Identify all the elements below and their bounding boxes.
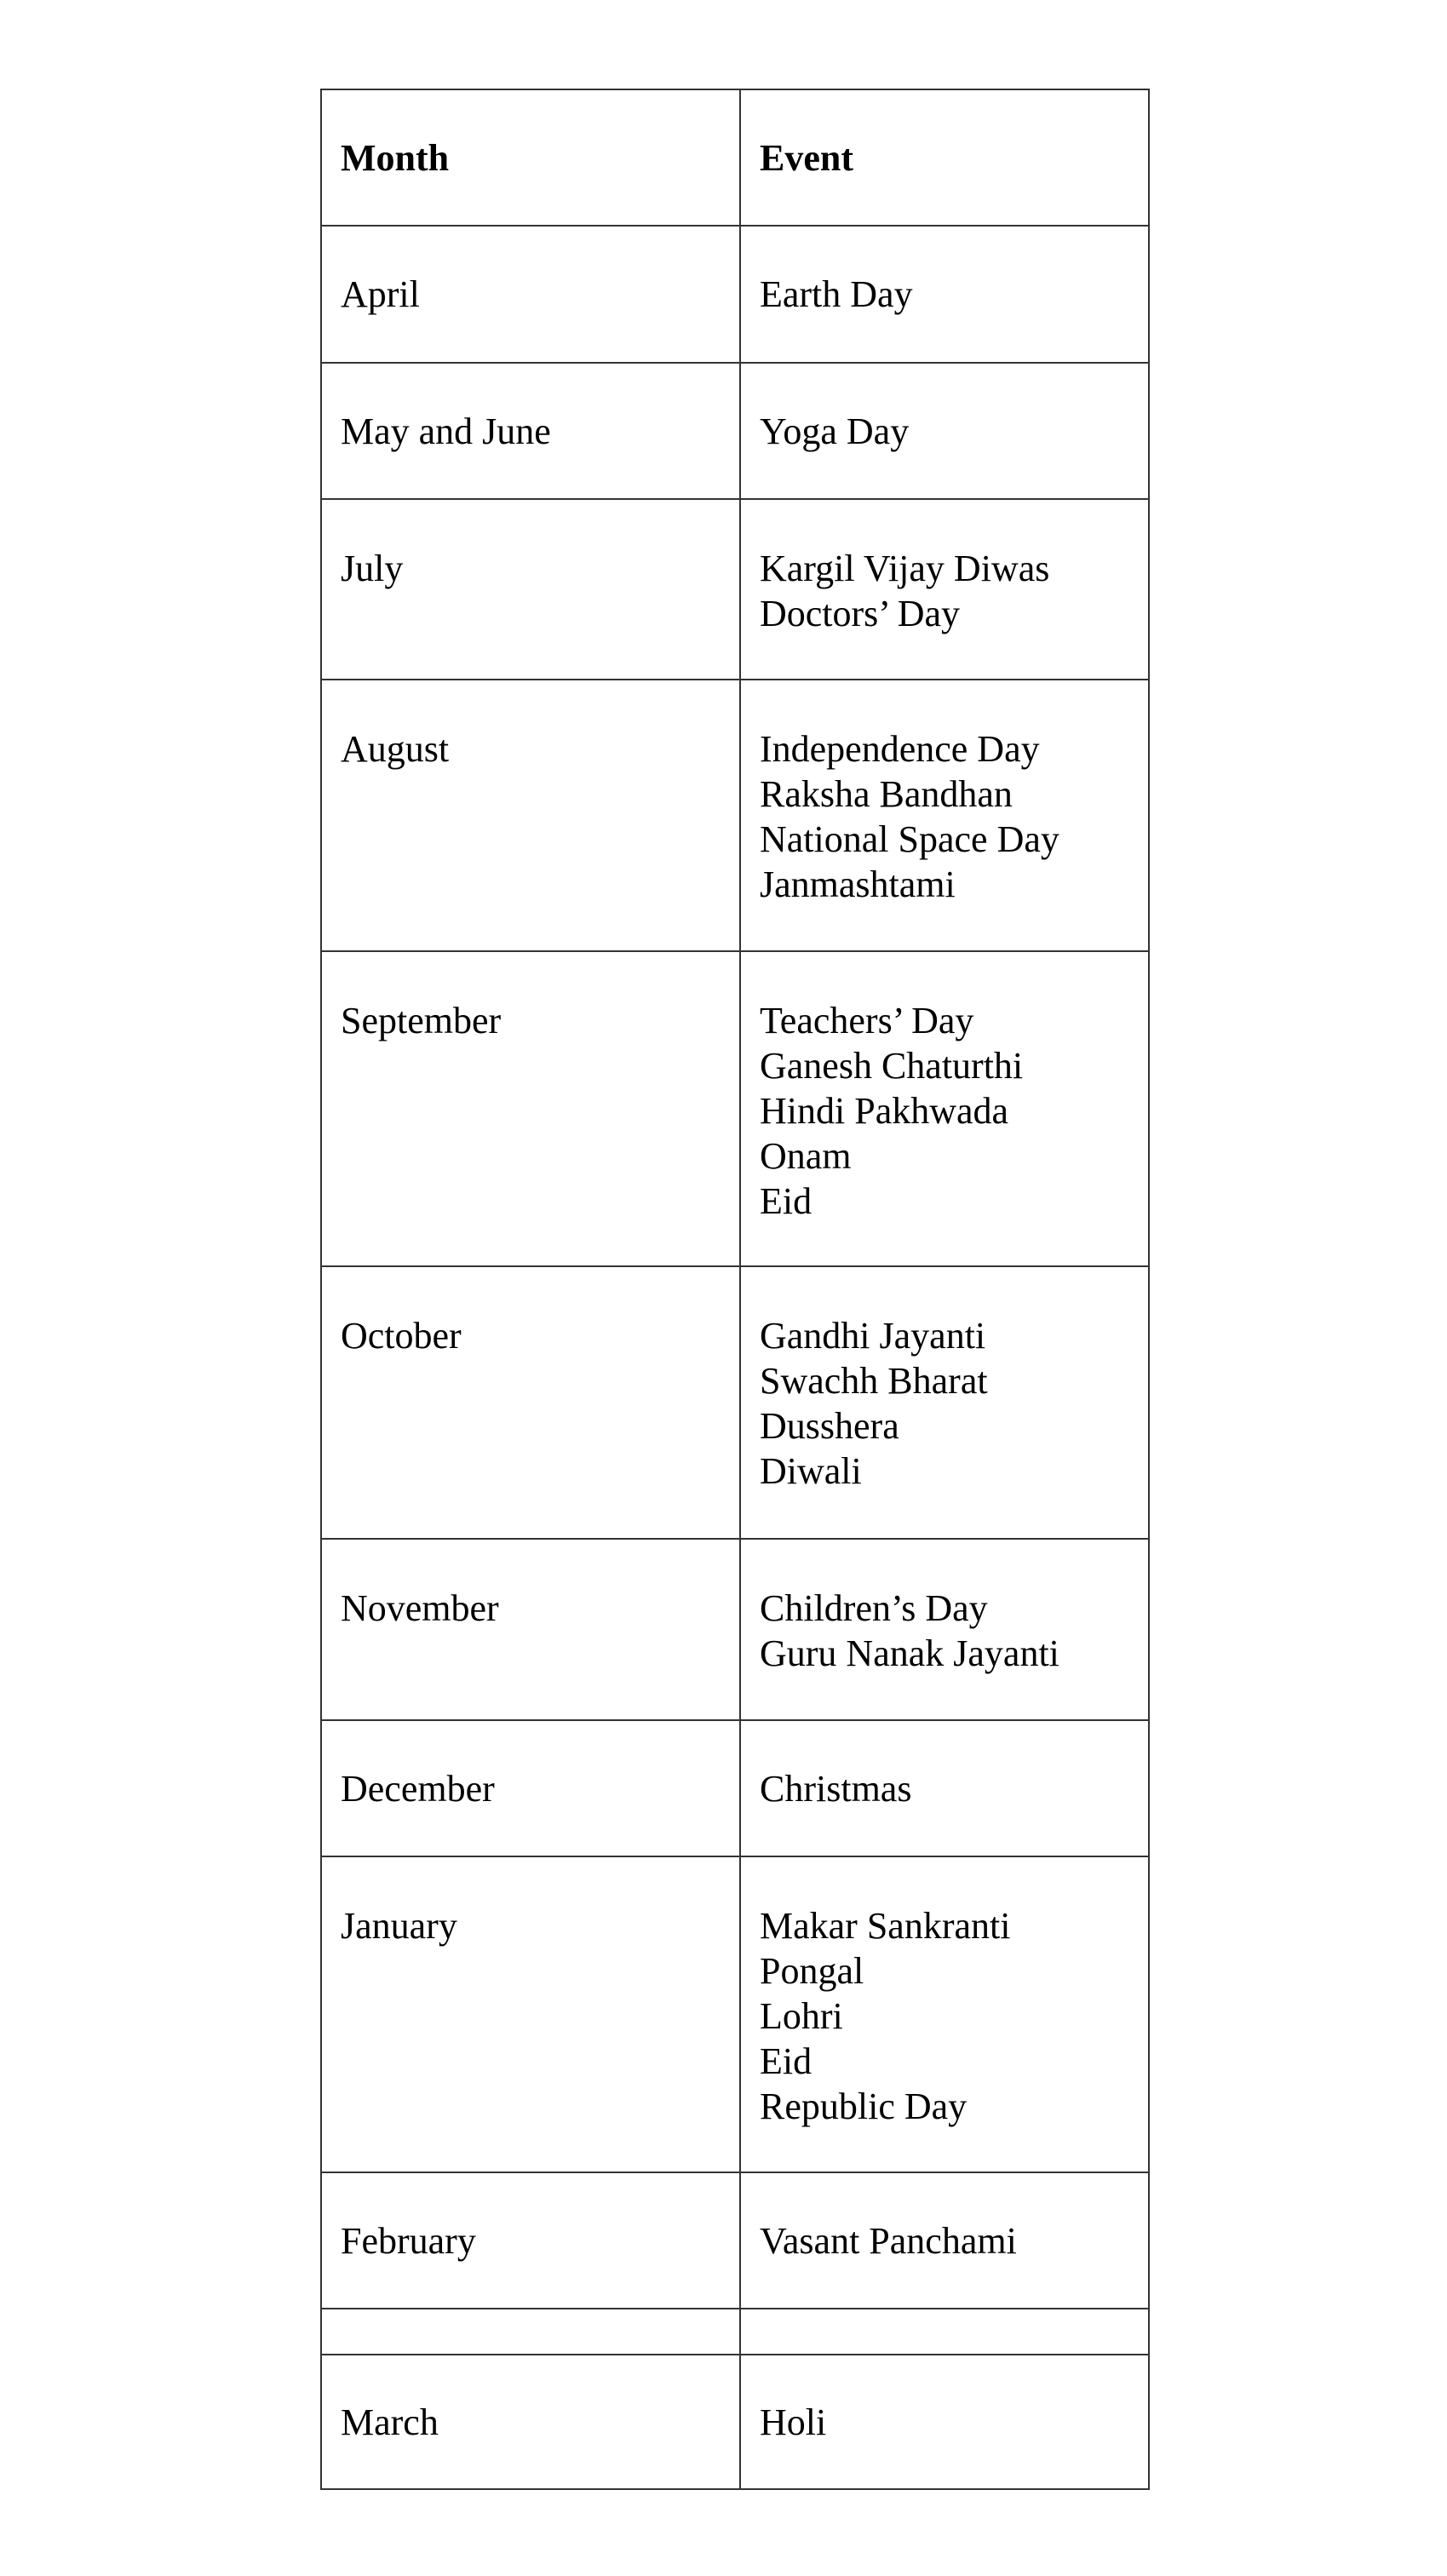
event-text: Diwali [760, 1450, 862, 1492]
month-text: November [341, 1587, 499, 1629]
event-cell [741, 500, 1148, 679]
event-text: Makar Sankranti [760, 1905, 1011, 1947]
month-cell [322, 1540, 741, 1719]
event-cell [741, 2173, 1148, 2308]
event-text: Vasant Panchami [760, 2219, 1017, 2262]
event-text: Holi [760, 2401, 827, 2443]
table-row [320, 679, 1150, 950]
month-cell [322, 2355, 741, 2488]
table-row [320, 1538, 1150, 1719]
table-row [320, 362, 1150, 498]
month-text: April [341, 273, 420, 315]
month-cell [322, 1857, 741, 2172]
month-text: July [341, 548, 404, 589]
event-text: Dusshera [760, 1405, 899, 1447]
event-text: Children’s Day [760, 1587, 988, 1629]
event-text: Yoga Day [760, 410, 910, 452]
event-cell [741, 2355, 1148, 2488]
month-text: January [341, 1905, 457, 1947]
event-text: Hindi Pakhwada [760, 1090, 1009, 1132]
table-row [320, 2308, 1150, 2354]
event-cell [741, 1721, 1148, 1856]
event-text: Doctors’ Day [760, 593, 960, 634]
event-cell [741, 1540, 1148, 1719]
event-text: Eid [760, 1180, 813, 1222]
month-cell [322, 2309, 741, 2354]
month-text: March [341, 2401, 439, 2443]
event-text: Gandhi Jayanti [760, 1315, 986, 1357]
event-text: Republic Day [760, 2085, 968, 2127]
event-text: Swachh Bharat [760, 1360, 988, 1402]
event-text: Eid [760, 2040, 813, 2082]
event-text: Raksha Bandhan [760, 773, 1013, 815]
month-cell [322, 1721, 741, 1856]
header-month-label: Month [341, 136, 450, 179]
month-text: February [341, 2219, 476, 2262]
event-text: Ganesh Chaturthi [760, 1045, 1024, 1087]
event-cell [741, 680, 1148, 950]
month-text: May and June [341, 410, 551, 452]
event-cell [741, 364, 1148, 498]
event-cell [741, 2309, 1148, 2354]
event-text: National Space Day [760, 818, 1059, 860]
event-text: Kargil Vijay Diwas [760, 548, 1050, 589]
month-cell [322, 500, 741, 679]
events-table [320, 89, 1150, 2490]
header-event [741, 90, 1148, 225]
month-text: August [341, 728, 450, 770]
table-row [320, 2172, 1150, 2308]
table-row [320, 950, 1150, 1265]
table-row [320, 1265, 1150, 1538]
event-text: Earth Day [760, 273, 913, 315]
table-row [320, 2354, 1150, 2490]
month-cell [322, 227, 741, 362]
month-text: October [341, 1315, 462, 1357]
table-row [320, 1856, 1150, 2172]
month-cell [322, 364, 741, 498]
table-row [320, 1719, 1150, 1856]
header-month [322, 90, 741, 225]
month-cell [322, 952, 741, 1265]
event-text: Janmashtami [760, 863, 956, 905]
header-event-label: Event [760, 136, 853, 179]
event-text: Independence Day [760, 728, 1040, 770]
event-text: Guru Nanak Jayanti [760, 1632, 1059, 1674]
event-text: Lohri [760, 1995, 843, 2037]
event-cell [741, 227, 1148, 362]
month-text: December [341, 1767, 495, 1810]
table-row [320, 498, 1150, 679]
event-text: Christmas [760, 1767, 912, 1810]
event-text: Pongal [760, 1950, 864, 1992]
month-cell [322, 2173, 741, 2308]
table-row [320, 225, 1150, 362]
event-text: Teachers’ Day [760, 1000, 974, 1041]
event-cell [741, 1267, 1148, 1538]
event-text: Onam [760, 1135, 852, 1177]
event-cell [741, 1857, 1148, 2172]
month-cell [322, 1267, 741, 1538]
table-header-row [320, 89, 1150, 225]
month-text: September [341, 1000, 502, 1041]
month-cell [322, 680, 741, 950]
event-cell [741, 952, 1148, 1265]
